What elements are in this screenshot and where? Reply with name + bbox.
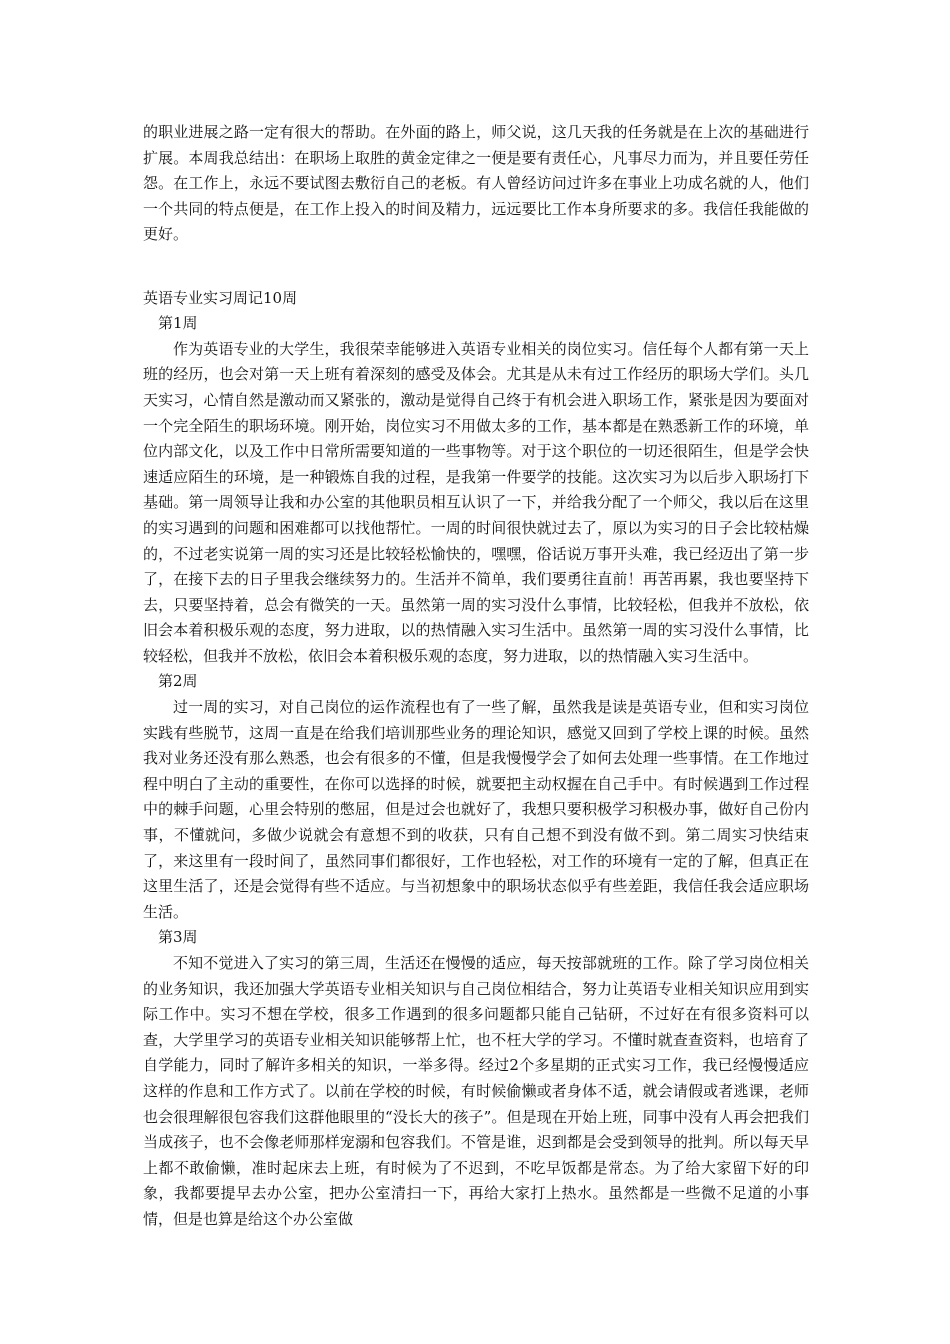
paragraph-gap bbox=[143, 248, 809, 274]
article-title: 英语专业实习周记10周 bbox=[143, 288, 298, 307]
section-gap bbox=[143, 274, 809, 286]
week-body-1: 作为英语专业的大学生，我很荣幸能够进入英语专业相关的岗位实习。信任每个人都有第一天上班的经历，也会对第一天上班有着深刻的感受及体会。尤其是从未有过工作经历的职场大学们。头几天实习，心情自然是激动而又紧张的，激动是觉得自己终于有机会进入职场工作，紧张是因为要面对一个完全陌生的职场环境。刚开始，岗位实习不用做太多的工作，基本都是在熟悉新工作的环境，单位内部文化，以及工作中日常所需要知道的一些事物等。对于这个职位的一切还很陌生，但是学会快速适应陌生的环境，是一种锻炼自我的过程，是我第一件要学的技能。这次实习为以后步入职场打下基础。第一周领导让我和办公室的其他职员相互认识了一下，并给我分配了一个师父，我以后在这里的实习遇到的问题和困难都可以找他帮忙。一周的时间很快就过去了，原以为实习的日子会比较枯燥的，不过老实说第一周的实习还是比较轻松愉快的，嘿嘿，俗话说万事开头难，我已经迈出了第一步了，在接下去的日子里我会继续努力的。生活并不简单，我们要勇往直前！再苦再累，我也要坚持下去，只要坚持着，总会有微笑的一天。虽然第一周的实习没什么事情，比较轻松，但我并不放松，依旧会本着积极乐观的态度，努力进取，以的热情融入实习生活中。虽然第一周的实习没什么事情，比较轻松，但我并不放松，依旧会本着积极乐观的态度，努力进取，以的热情融入实习生活中。 bbox=[143, 339, 809, 665]
week-heading-2: 第2周 bbox=[158, 672, 198, 691]
intro-paragraph: 的职业进展之路一定有很大的帮助。在外面的路上，师父说，这几天我的任务就是在上次的基础进行扩展。本周我总结出：在职场上取胜的黄金定律之一便是要有责任心，凡事尽力而为，并且要任劳任怨。在工作上，永远不要试图去敷衍自己的老板。有人曾经访问过许多在事业上功成名就的人，他们一个共同的特点便是，在工作上投入的时间及精力，远远要比工作本身所要求的多。我信任我能做的更好。 bbox=[143, 123, 809, 244]
week-body-2: 过一周的实习，对自己岗位的运作流程也有了一些了解，虽然我是读是英语专业，但和实习岗位实践有些脱节，这周一直是在给我们培训那些业务的理论知识，感觉又回到了学校上课的时候。虽然我对业务还没有那么熟悉，也会有很多的不懂，但是我慢慢学会了如何去处理一些事情。在工作地过程中明白了主动的重要性，在你可以选择的时候，就要把主动权握在自己手中。有时候遇到工作过程中的棘手问题，心里会特别的憋屈，但是过会也就好了，我想只要积极学习积极办事，做好自己份内事，不懂就问，多做少说就会有意想不到的收获，只有自己想不到没有做不到。第二周实习快结束了，来这里有一段时间了，虽然同事们都很好，工作也轻松，对工作的环境有一定的了解，但真正在这里生活了，还是会觉得有些不适应。与当初想象中的职场状态似乎有些差距，我信任我会适应职场生活。 bbox=[143, 698, 809, 921]
week-body-3: 不知不觉进入了实习的第三周，生活还在慢慢的适应，每天按部就班的工作。除了学习岗位相关的业务知识，我还加强大学英语专业相关知识与自己岗位相结合，努力让英语专业相关知识应用到实际工作中。实习不想在学校，很多工作遇到的很多问题都只能自己钻研，不过好在有很多资料可以查，大学里学习的英语专业相关知识能够帮上忙，也不枉大学的学习。不懂时就查查资料，也培育了自学能力，同时了解许多相关的知识，一举多得。经过2个多星期的正式实习工作，我已经慢慢适应这样的作息和工作方式了。以前在学校的时候，有时候偷懒或者身体不适，就会请假或者逃课，老师也会很理解很包容我们这群他眼里的“没长大的孩子”。但是现在开始上班，同事中没有人再会把我们当成孩子，也不会像老师那样宠溺和包容我们。不管是谁，迟到都是会受到领导的批判。所以每天早上都不敢偷懒，准时起床去上班，有时候为了不迟到，不吃早饭都是常态。为了给大家留下好的印象，我都要提早去办公室，把办公室清扫一下，再给大家打上热水。虽然都是一些微不足道的小事情，但是也算是给这个办公室做 bbox=[143, 954, 809, 1228]
week-heading-1: 第1周 bbox=[158, 314, 198, 333]
week-heading-3: 第3周 bbox=[158, 928, 198, 947]
document-page bbox=[143, 120, 809, 1233]
